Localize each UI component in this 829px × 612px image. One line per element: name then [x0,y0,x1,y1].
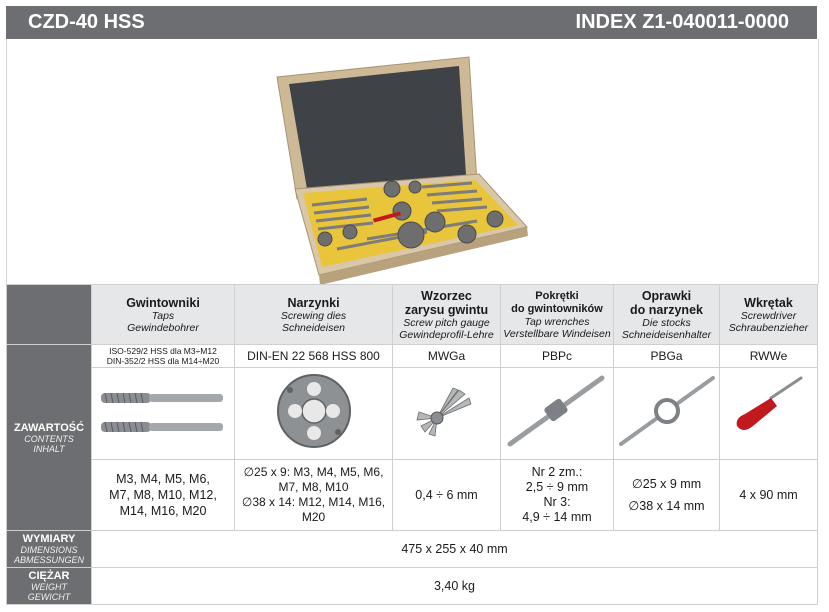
code-tap-wrenches: PBPc [501,345,614,368]
col-head-tap-wrenches: Pokrętki do gwintowników Tap wrenches Verstellbare Windeisen [501,285,614,345]
tap-wrench-illustration [502,368,612,454]
code-die-stocks: PBGa [614,345,720,368]
die-stock-image [614,368,720,460]
spec-table [6,284,818,605]
product-index: INDEX Z1-040011-0000 [575,11,789,33]
product-title: CZD-40 HSS [28,11,145,33]
row-head-dimensions: WYMIARY DIMENSIONS ABMESSUNGEN [7,531,92,568]
code-screwdriver: RWWe [720,345,818,368]
sizes-tap-wrenches: Nr 2 zm.: 2,5 ÷ 9 mm Nr 3: 4,9 ÷ 14 mm [501,460,614,531]
die-illustration [264,368,364,454]
tap-wrench-image [501,368,614,460]
col-head-taps: Gwintowniki Taps Gewindebohrer [92,285,235,345]
row-head-weight: CIĘŻAR WEIGHT GEWICHT [7,568,92,605]
product-photo [6,39,819,284]
taps-image [92,368,235,460]
sizes-die-stocks: ∅25 x 9 mm ∅38 x 14 mm [614,460,720,531]
screwdriver-illustration [721,368,817,454]
sizes-pitch-gauge: 0,4 ÷ 6 mm [393,460,501,531]
code-taps: ISO-529/2 HSS dla M3÷M12 DIN-352/2 HSS dla M14÷M20 [92,345,235,368]
row-head-contents: ZAWARTOŚĆ CONTENTS INHALT [7,345,92,531]
screwdriver-image [720,368,818,460]
col-head-die-stocks: Oprawki do narzynek Die stocks Schneideisenhalter [614,285,720,345]
col-head-screwdriver: Wkrętak Screwdriver Schraubenzieher [720,285,818,345]
col-head-dies: Narzynki Screwing dies Schneideisen [235,285,393,345]
weight-value: 3,40 kg [92,568,818,605]
pitch-gauge-illustration [397,368,497,454]
col-head-pitch-gauge: Wzorzec zarysu gwintu Screw pitch gauge Gewindeprofil-Lehre [393,285,501,345]
corner-cell [7,285,92,345]
die-image [235,368,393,460]
header-bar [6,6,817,39]
code-pitch-gauge: MWGa [393,345,501,368]
sizes-dies: ∅25 x 9: M3, M4, M5, M6, M7, M8, M10 ∅38 x 14: M12, M14, M16, M20 [235,460,393,531]
tool-case-image [7,39,818,284]
sizes-screwdriver: 4 x 90 mm [720,460,818,531]
dimensions-value: 475 x 255 x 40 mm [92,531,818,568]
taps-illustration [93,368,233,454]
code-dies: DIN-EN 22 568 HSS 800 [235,345,393,368]
sizes-taps: M3, M4, M5, M6, M7, M8, M10, M12, M14, M16, M20 [92,460,235,531]
pitch-gauge-image [393,368,501,460]
die-stock-illustration [615,368,719,454]
